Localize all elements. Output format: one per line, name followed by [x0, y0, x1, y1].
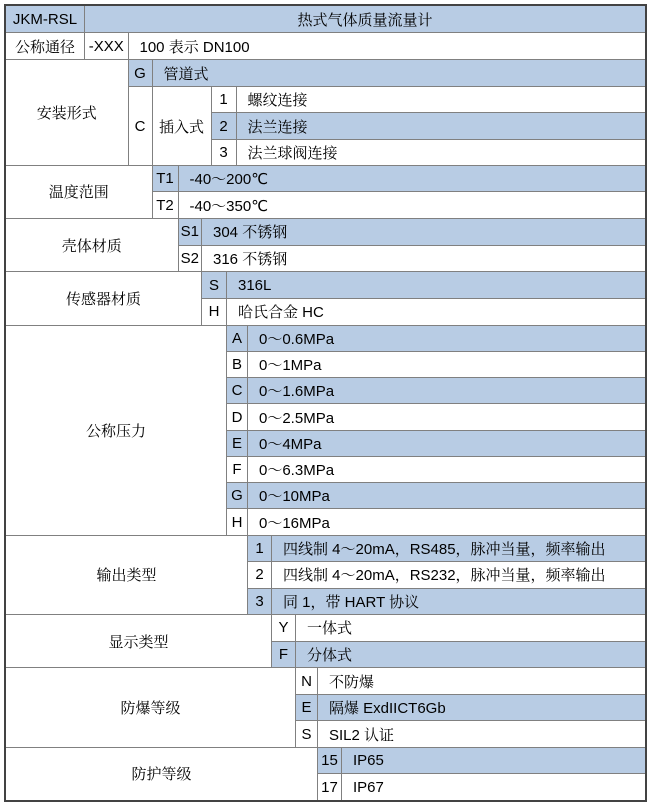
option-code: N	[296, 668, 318, 693]
option-row	[318, 773, 645, 800]
option-desc: 四线制 4～20mA，RS485，脉冲当量，频率输出	[283, 540, 606, 558]
option-row	[248, 588, 645, 614]
option-code: S1	[179, 219, 203, 245]
option-code: A	[227, 326, 248, 351]
option-row	[227, 482, 645, 508]
option-row	[227, 326, 645, 351]
selection-table	[4, 4, 647, 802]
option-row	[85, 33, 645, 59]
option-row	[227, 377, 645, 403]
option-row	[212, 112, 646, 138]
option-row	[296, 668, 645, 693]
option-desc: 0～2.5MPa	[259, 409, 335, 427]
page-title: 热式气体质量流量计	[297, 11, 433, 29]
section-installation-type	[6, 59, 645, 165]
header-row	[6, 6, 645, 32]
section-label: 壳体材质	[6, 219, 179, 271]
option-row	[296, 720, 645, 746]
option-row	[202, 272, 645, 298]
option-code: G	[227, 483, 248, 508]
section-explosion-proof-grade	[6, 667, 645, 746]
option-desc: SIL2 认证	[329, 726, 395, 744]
option-desc: 不防爆	[329, 673, 375, 691]
option-code: S2	[179, 246, 203, 272]
option-code: 3	[212, 140, 237, 165]
option-row	[179, 245, 646, 272]
insert-type-label: 插入式	[153, 87, 212, 165]
option-code: S	[296, 721, 318, 746]
option-code: 3	[248, 589, 272, 614]
option-row	[227, 403, 645, 429]
option-code: H	[202, 299, 227, 325]
option-desc: 0～1.6MPa	[259, 383, 335, 401]
option-row	[153, 191, 646, 218]
option-row	[212, 87, 646, 112]
option-desc: -40～350℃	[189, 197, 269, 215]
option-desc: IP65	[353, 752, 384, 770]
section-label: 输出类型	[6, 536, 248, 614]
option-desc: 0～0.6MPa	[259, 330, 335, 348]
section-label: 公称压力	[6, 326, 227, 535]
section-label: 传感器材质	[6, 272, 202, 324]
option-row	[248, 536, 645, 561]
option-desc: -40～200℃	[189, 171, 269, 189]
option-code: 15	[318, 748, 342, 774]
option-desc: 法兰连接	[247, 118, 308, 136]
option-desc: 0～16MPa	[259, 514, 330, 532]
option-code: G	[129, 60, 153, 86]
option-row	[227, 456, 645, 482]
option-row	[318, 748, 645, 774]
model-code: JKM-RSL	[6, 6, 85, 32]
option-desc: 管道式	[163, 65, 209, 83]
option-code: 2	[212, 113, 237, 138]
option-row	[296, 694, 645, 720]
option-code: 2	[248, 562, 272, 587]
section-label: 防护等级	[6, 748, 318, 800]
option-code: E	[227, 431, 248, 456]
option-row	[272, 641, 645, 668]
section-display-type	[6, 614, 645, 667]
section-label: 温度范围	[6, 166, 153, 218]
option-desc: 哈氏合金 HC	[238, 304, 324, 322]
option-code: 1	[212, 87, 237, 112]
option-desc: 分体式	[307, 647, 353, 665]
option-row	[179, 219, 646, 245]
section-label: 防爆等级	[6, 668, 296, 746]
section-label: 安装形式	[6, 60, 129, 165]
section-sensor-material	[6, 271, 645, 324]
section-label: 公称通径	[6, 33, 85, 59]
option-code: T1	[153, 166, 179, 192]
section-protection-grade	[6, 747, 645, 800]
option-row	[272, 615, 645, 641]
option-desc: 法兰球阀连接	[247, 144, 338, 162]
option-code: E	[296, 695, 318, 720]
option-row	[227, 508, 645, 534]
option-row	[153, 166, 646, 192]
insert-type-group	[129, 86, 646, 165]
section-output-type	[6, 535, 645, 614]
option-desc: 同 1，带 HART 协议	[283, 593, 420, 611]
option-code: F	[227, 457, 248, 482]
option-row	[212, 139, 646, 165]
option-desc: 一体式	[307, 620, 353, 638]
option-row	[129, 60, 646, 86]
section-label: 显示类型	[6, 615, 272, 667]
option-code: Y	[272, 615, 296, 641]
option-desc: 100 表示 DN100	[139, 38, 250, 56]
option-desc: 隔爆 ExdIICT6Gb	[329, 700, 446, 718]
option-code: C	[129, 87, 153, 165]
option-desc: 0～10MPa	[259, 488, 330, 506]
option-code: -XXX	[85, 33, 129, 59]
section-nominal-pressure	[6, 325, 645, 535]
option-desc: 304 不锈钢	[213, 224, 288, 242]
option-desc: 四线制 4～20mA，RS232，脉冲当量，频率输出	[283, 567, 606, 585]
option-desc: IP67	[353, 778, 384, 796]
option-code: D	[227, 404, 248, 429]
section-temperature-range	[6, 165, 645, 218]
option-desc: 螺纹连接	[247, 92, 308, 110]
option-code: F	[272, 642, 296, 668]
option-code: C	[227, 378, 248, 403]
option-desc: 316 不锈钢	[213, 251, 288, 269]
option-code: 17	[318, 774, 342, 800]
option-row	[202, 298, 645, 325]
option-desc: 0～6.3MPa	[259, 462, 335, 480]
section-nominal-diameter	[6, 32, 645, 59]
option-desc: 0～1MPa	[259, 357, 322, 374]
section-housing-material	[6, 218, 645, 271]
option-desc: 316L	[238, 276, 272, 294]
option-code: B	[227, 352, 248, 377]
option-row	[227, 430, 645, 456]
option-row	[227, 351, 645, 377]
option-code: T2	[153, 192, 179, 218]
option-code: 1	[248, 536, 272, 561]
option-desc: 0～4MPa	[259, 435, 322, 453]
option-row	[248, 561, 645, 587]
option-code: S	[202, 272, 227, 298]
option-code: H	[227, 509, 248, 534]
